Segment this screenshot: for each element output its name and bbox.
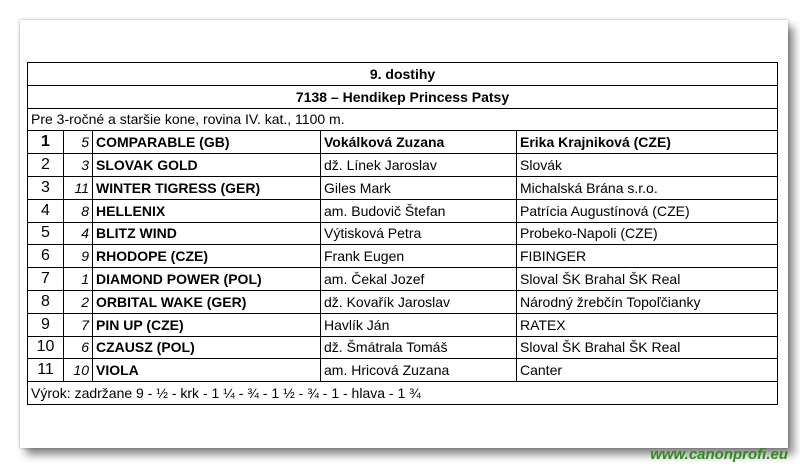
start-number: 10: [64, 359, 93, 382]
table-row: [28, 131, 778, 154]
table-row: [28, 222, 778, 245]
table-row: [28, 359, 778, 382]
finish-position: 10: [28, 336, 64, 359]
race-subtitle-row: [28, 85, 778, 108]
start-number: 9: [64, 245, 93, 268]
start-number: 2: [64, 290, 93, 313]
finish-position: 11: [28, 359, 64, 382]
owner-name: Slovák: [517, 154, 778, 177]
horse-name: HELLENIX: [93, 199, 321, 222]
finish-position: 3: [28, 176, 64, 199]
table-row: [28, 313, 778, 336]
start-number: 4: [64, 222, 93, 245]
finish-position: 2: [28, 154, 64, 177]
jockey-name: Vokálková Zuzana: [321, 131, 517, 154]
race-margins: Výrok: zadržane 9 - ½ - krk - 1 ¼ - ¾ - 1 ½ - ¾ - 1 - hlava - 1 ¾: [28, 382, 778, 405]
finish-position: 1: [28, 131, 64, 154]
race-conditions-row: [28, 108, 778, 131]
jockey-name: Frank Eugen: [321, 245, 517, 268]
table-row: [28, 290, 778, 313]
finish-position: 9: [28, 313, 64, 336]
margins-row: [28, 382, 778, 405]
table-row: [28, 199, 778, 222]
owner-name: Patrícia Augustínová (CZE): [517, 199, 778, 222]
race-conditions: Pre 3-ročné a staršie kone, rovina IV. kat., 1100 m.: [28, 108, 778, 131]
jockey-name: am. Čekal Jozef: [321, 268, 517, 291]
finish-position: 8: [28, 290, 64, 313]
horse-name: BLITZ WIND: [93, 222, 321, 245]
table-row: [28, 268, 778, 291]
table-row: [28, 154, 778, 177]
finish-position: 6: [28, 245, 64, 268]
horse-name: PIN UP (CZE): [93, 313, 321, 336]
watermark: www.canonprofi.eu: [650, 446, 788, 463]
start-number: 3: [64, 154, 93, 177]
owner-name: RATEX: [517, 313, 778, 336]
jockey-name: Havlík Ján: [321, 313, 517, 336]
finish-position: 7: [28, 268, 64, 291]
horse-name: VIOLA: [93, 359, 321, 382]
horse-name: RHODOPE (CZE): [93, 245, 321, 268]
owner-name: Národný žrebčín Topoľčianky: [517, 290, 778, 313]
race-subtitle: 7138 – Hendikep Princess Patsy: [28, 85, 778, 108]
start-number: 5: [64, 131, 93, 154]
jockey-name: dž. Kovařík Jaroslav: [321, 290, 517, 313]
owner-name: Probeko-Napoli (CZE): [517, 222, 778, 245]
table-row: [28, 176, 778, 199]
race-title-row: [28, 63, 778, 86]
start-number: 6: [64, 336, 93, 359]
owner-name: Canter: [517, 359, 778, 382]
owner-name: Sloval ŠK Brahal ŠK Real: [517, 268, 778, 291]
owner-name: Erika Krajniková (CZE): [517, 131, 778, 154]
horse-name: COMPARABLE (GB): [93, 131, 321, 154]
race-title: 9. dostihy: [28, 63, 778, 86]
jockey-name: dž. Línek Jaroslav: [321, 154, 517, 177]
jockey-name: am. Budovič Štefan: [321, 199, 517, 222]
horse-name: CZAUSZ (POL): [93, 336, 321, 359]
jockey-name: Výtisková Petra: [321, 222, 517, 245]
table-row: [28, 245, 778, 268]
jockey-name: dž. Šmátrala Tomáš: [321, 336, 517, 359]
owner-name: Sloval ŠK Brahal ŠK Real: [517, 336, 778, 359]
start-number: 7: [64, 313, 93, 336]
finish-position: 5: [28, 222, 64, 245]
horse-name: ORBITAL WAKE (GER): [93, 290, 321, 313]
horse-name: DIAMOND POWER (POL): [93, 268, 321, 291]
horse-name: WINTER TIGRESS (GER): [93, 176, 321, 199]
start-number: 8: [64, 199, 93, 222]
start-number: 1: [64, 268, 93, 291]
owner-name: Michalská Brána s.r.o.: [517, 176, 778, 199]
finish-position: 4: [28, 199, 64, 222]
jockey-name: Giles Mark: [321, 176, 517, 199]
jockey-name: am. Hricová Zuzana: [321, 359, 517, 382]
horse-name: SLOVAK GOLD: [93, 154, 321, 177]
table-row: [28, 336, 778, 359]
race-results-table: [27, 62, 778, 405]
start-number: 11: [64, 176, 93, 199]
owner-name: FIBINGER: [517, 245, 778, 268]
